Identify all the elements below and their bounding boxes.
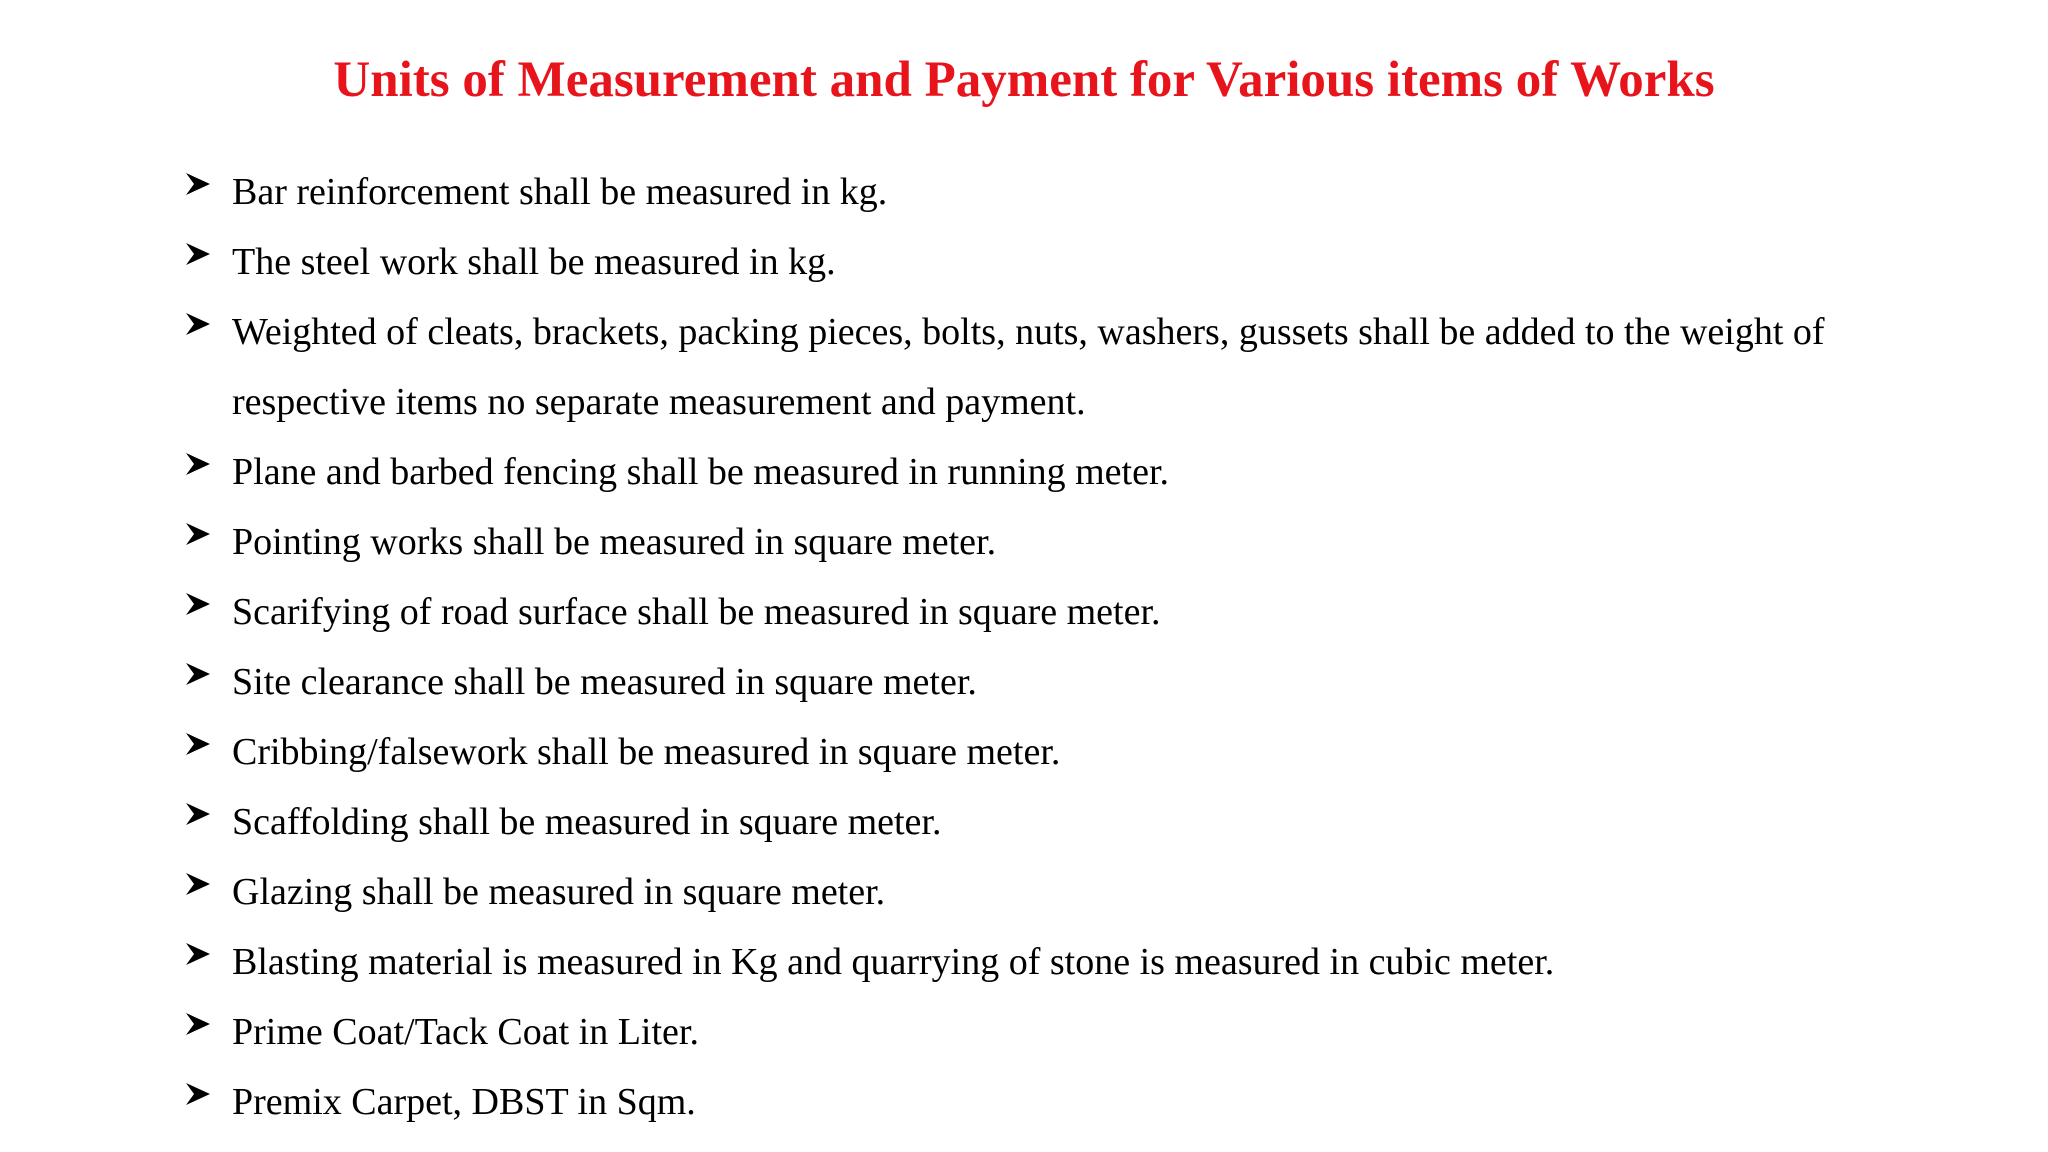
- list-item: [184, 297, 1884, 437]
- arrowhead-bullet-icon: [184, 660, 212, 688]
- list-item-text: Weighted of cleats, brackets, packing pieces, bolts, nuts, washers, gussets shall be added to the weight of respective items no separate measurement and payment.: [232, 311, 1825, 423]
- arrowhead-bullet-icon: [184, 310, 212, 338]
- arrowhead-bullet-icon: [184, 450, 212, 478]
- list-item: [184, 227, 1884, 297]
- list-item-text: Scarifying of road surface shall be measured in square meter.: [232, 591, 1161, 633]
- list-item-text: Glazing shall be measured in square meter.: [232, 871, 886, 913]
- slide-title: Units of Measurement and Payment for Various items of Works: [333, 52, 1715, 108]
- list-item-text: Prime Coat/Tack Coat in Liter.: [232, 1011, 699, 1053]
- list-item: [184, 507, 1884, 577]
- list-item: [184, 997, 1884, 1067]
- arrowhead-bullet-icon: [184, 870, 212, 898]
- list-item-text: Blasting material is measured in Kg and quarrying of stone is measured in cubic meter.: [232, 941, 1555, 983]
- arrowhead-bullet-icon: [184, 730, 212, 758]
- arrowhead-bullet-icon: [184, 940, 212, 968]
- list-item-text: Bar reinforcement shall be measured in kg.: [232, 171, 888, 213]
- arrowhead-bullet-icon: [184, 520, 212, 548]
- list-item-text: Plane and barbed fencing shall be measured in running meter.: [232, 451, 1170, 493]
- list-item: [184, 157, 1884, 227]
- list-item-text: Premix Carpet, DBST in Sqm.: [232, 1081, 696, 1123]
- list-item: [184, 787, 1884, 857]
- list-item: [184, 927, 1884, 997]
- list-item: [184, 857, 1884, 927]
- arrowhead-bullet-icon: [184, 170, 212, 198]
- list-item-text: The steel work shall be measured in kg.: [232, 241, 836, 283]
- bullet-list: [184, 157, 1884, 1137]
- list-item: [184, 647, 1884, 717]
- arrowhead-bullet-icon: [184, 590, 212, 618]
- list-item: [184, 577, 1884, 647]
- list-item-text: Site clearance shall be measured in square meter.: [232, 661, 977, 703]
- list-item: [184, 437, 1884, 507]
- arrowhead-bullet-icon: [184, 1080, 212, 1108]
- list-item-text: Scaffolding shall be measured in square meter.: [232, 801, 942, 843]
- list-item: [184, 717, 1884, 787]
- arrowhead-bullet-icon: [184, 240, 212, 268]
- arrowhead-bullet-icon: [184, 1010, 212, 1038]
- list-item-text: Pointing works shall be measured in square meter.: [232, 521, 997, 563]
- arrowhead-bullet-icon: [184, 800, 212, 828]
- list-item-text: Cribbing/falsework shall be measured in square meter.: [232, 731, 1061, 773]
- list-item: [184, 1067, 1884, 1137]
